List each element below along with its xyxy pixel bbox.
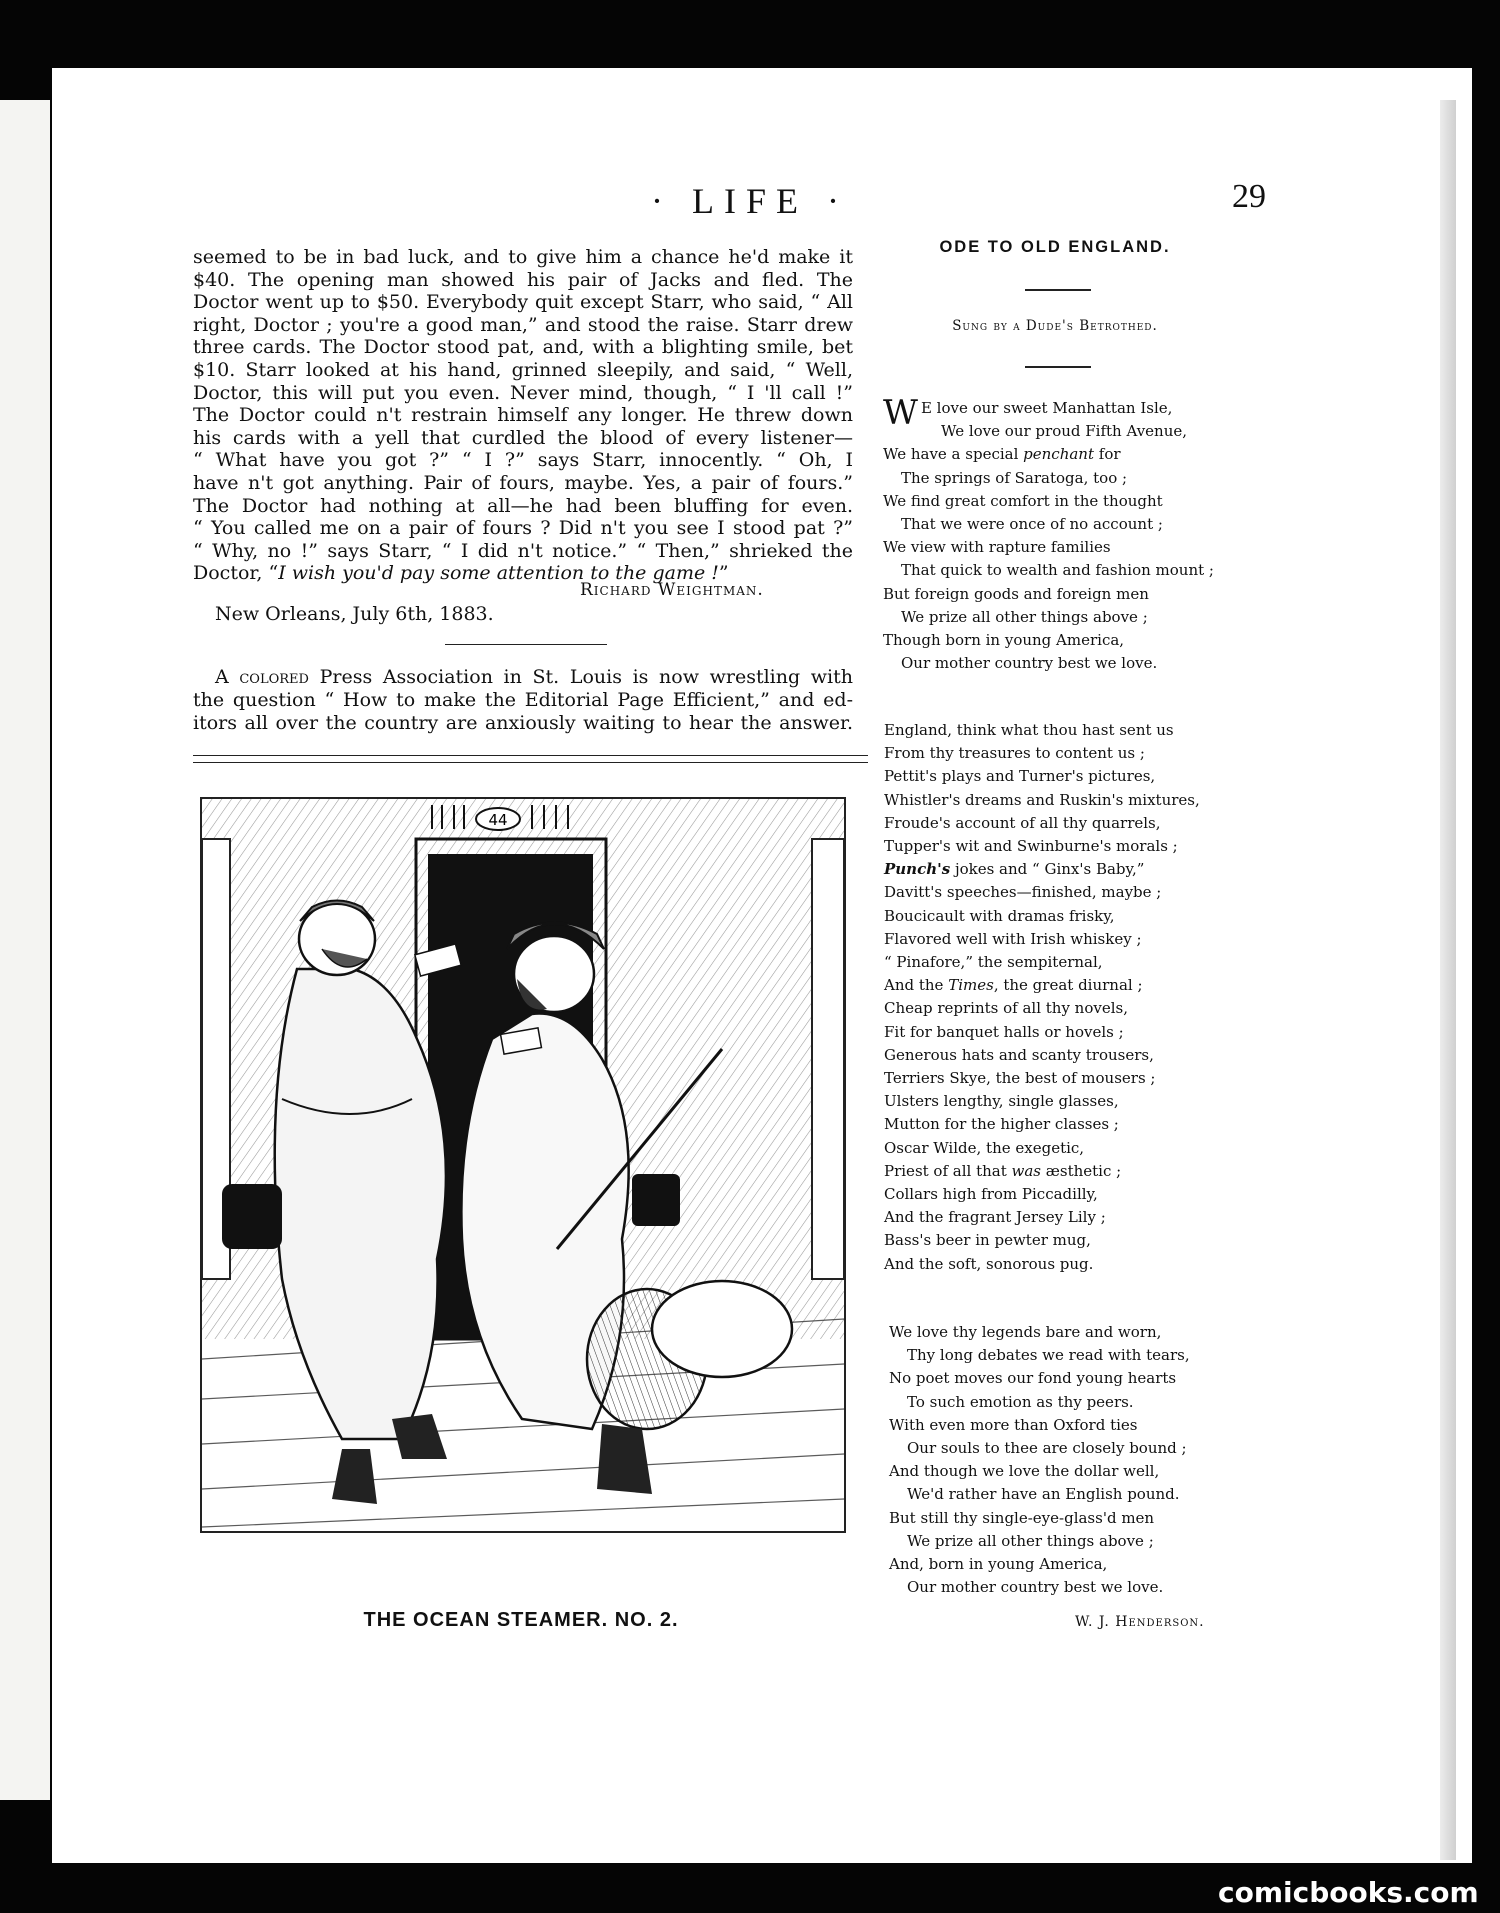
poem-line: Our souls to thee are closely bound ; — [907, 1439, 1187, 1458]
poem-line: That quick to wealth and fashion mount ; — [901, 561, 1214, 580]
poem-line: Generous hats and scanty trousers, — [884, 1045, 1154, 1064]
poem-line: Priest of all that was æsthetic ; — [884, 1161, 1122, 1180]
poem-line: And, born in young America, — [889, 1555, 1108, 1574]
poem-line: “ Pinafore,” the sempiternal, — [884, 953, 1103, 972]
poem-line: Collars high from Piccadilly, — [884, 1185, 1098, 1204]
facing-page-edge — [0, 100, 50, 1800]
poem-line: We prize all other things above ; — [907, 1531, 1154, 1550]
story-line: have n't got anything. Pair of fours, maybe. Yes, a pair of fours.” — [193, 471, 853, 494]
press-association-paragraph — [193, 666, 853, 735]
poem-line: We'd rather have an English pound. — [907, 1485, 1180, 1504]
stanza-lines — [884, 719, 1254, 858]
poem-line: Terriers Skye, the best of mousers ; — [884, 1069, 1156, 1088]
poem-line: And the fragrant Jersey Lily ; — [884, 1208, 1106, 1227]
paragraph-line: the question “ How to make the Editorial Page Efficient,” and ed- — [193, 689, 853, 711]
story-line: “ Why, no !” says Starr, “ I did n't notice.” “ Then,” shrieked the — [193, 539, 853, 562]
poem-line: Bass's beer in pewter mug, — [884, 1231, 1091, 1250]
story-text — [193, 246, 853, 585]
paragraph-line: A colored Press Association in St. Louis is now wrestling with — [215, 666, 853, 688]
poem-line: And the soft, sonorous pug. — [884, 1254, 1094, 1273]
poem-line: Boucicault with dramas frisky, — [884, 906, 1115, 925]
poem-stanza-1 — [883, 393, 1253, 675]
poem-line: From thy treasures to content us ; — [884, 744, 1145, 763]
poem-line: No poet moves our fond young hearts — [889, 1369, 1177, 1388]
poem-line: But still thy single-eye-glass'd men — [889, 1508, 1155, 1527]
poem-line: Tupper's wit and Swinburne's morals ; — [884, 837, 1178, 856]
poem-line: But foreign goods and foreign men — [883, 584, 1149, 603]
poem-line: Cheap reprints of all thy novels, — [884, 999, 1128, 1018]
poem-line: Though born in young America, — [883, 631, 1125, 650]
poem-line: Froude's account of all thy quarrels, — [884, 813, 1161, 832]
story-line: right, Doctor ; you're a good man,” and stood the raise. Starr drew — [193, 313, 853, 336]
stanza-lines — [884, 997, 1254, 1159]
cartoon-caption: THE OCEAN STEAMER. NO. 2. — [363, 1609, 679, 1631]
poem-line: W E love our sweet Manhattan Isle, — [883, 393, 1173, 433]
poem-line: Flavored well with Irish whiskey ; — [884, 929, 1142, 948]
poem-line: Davitt's speeches—finished, maybe ; — [884, 883, 1162, 902]
poem-line: We view with rapture families — [883, 538, 1111, 557]
story-line: Doctor, this will put you even. Never mind, though, “ I 'll call !” — [193, 381, 853, 404]
stanza-lines — [884, 1183, 1254, 1276]
title-rule — [1025, 289, 1091, 291]
poem-line: To such emotion as thy peers. — [907, 1392, 1134, 1411]
poem-line: And though we love the dollar well, — [889, 1462, 1160, 1481]
story-line: three cards. The Doctor stood pat, and, with a blighting smile, bet — [193, 336, 853, 359]
page-number: 29 — [1232, 178, 1266, 215]
poem-line: Oscar Wilde, the exegetic, — [884, 1138, 1085, 1157]
story-dateline: New Orleans, July 6th, 1883. — [215, 603, 494, 625]
drop-cap: W — [883, 393, 918, 433]
story-line: “ You called me on a pair of fours ? Did n't you see I stood pat ?” — [193, 517, 853, 540]
story-line: The Doctor could n't restrain himself any longer. He threw down — [193, 404, 853, 427]
stanza-lines — [883, 467, 1253, 676]
poem-author: W. J. Henderson. — [1075, 1614, 1205, 1630]
subtitle-rule — [1025, 366, 1091, 368]
poem-line: We find great comfort in the thought — [883, 491, 1163, 510]
running-title: · LIFE · — [651, 181, 849, 221]
poem-subtitle: Sung by a Dude's Betrothed. — [952, 318, 1158, 334]
stanza-lines — [884, 881, 1254, 974]
poem-title: ODE TO OLD ENGLAND. — [939, 238, 1171, 256]
paragraph-line: itors all over the country are anxiously waiting to hear the answer. — [193, 712, 853, 734]
poem-line: We have a special penchant for — [883, 445, 1121, 464]
poem-line: Pettit's plays and Turner's pictures, — [884, 767, 1156, 786]
poem-line: We prize all other things above ; — [901, 607, 1148, 626]
poem-line: That we were once of no account ; — [901, 515, 1163, 534]
poem-stanza-3 — [889, 1321, 1259, 1599]
ocean-steamer-cartoon — [200, 797, 846, 1533]
poem-line: England, think what thou hast sent us — [884, 721, 1174, 739]
story-line: $10. Starr looked at his hand, grinned sleepily, and said, “ Well, — [193, 358, 853, 381]
story-line: $40. The opening man showed his pair of Jacks and fled. The — [193, 268, 853, 291]
story-line: his cards with a yell that curdled the blood of every listener— — [193, 426, 853, 449]
poem-line: Mutton for the higher classes ; — [884, 1115, 1119, 1134]
poem-stanza-2 — [884, 719, 1254, 1276]
page-edge-shadow — [1440, 100, 1456, 1860]
double-rule-divider — [193, 755, 868, 763]
poem-line: Punch's jokes and “ Ginx's Baby,” — [884, 860, 1145, 879]
poem-line: We love our proud Fifth Avenue, — [941, 422, 1188, 441]
story-line: seemed to be in bad luck, and to give him a chance he'd make it — [193, 246, 853, 268]
story-line: The Doctor had nothing at all—he had been bluffing for even. — [193, 494, 853, 517]
poem-line: The springs of Saratoga, too ; — [901, 468, 1128, 487]
poem-line: Whistler's dreams and Ruskin's mixtures, — [884, 790, 1200, 809]
story-line: Doctor, “I wish you'd pay some attention to the game !” — [193, 562, 729, 585]
poem-line: We love thy legends bare and worn, — [889, 1323, 1162, 1341]
poem-line: With even more than Oxford ties — [889, 1415, 1138, 1434]
door-number: 44 — [488, 811, 508, 829]
poem-line: Thy long debates we read with tears, — [907, 1346, 1190, 1365]
story-line: “ What have you got ?” “ I ?” says Starr, innocently. “ Oh, I — [193, 449, 853, 472]
poem-line: And the Times, the great diurnal ; — [884, 976, 1143, 995]
poem-line: Our mother country best we love. — [907, 1578, 1164, 1597]
site-watermark: comicbooks.com — [1218, 1876, 1479, 1909]
story-line: Doctor went up to $50. Everybody quit except Starr, who said, “ All — [193, 291, 853, 314]
poem-line: Ulsters lengthy, single glasses, — [884, 1092, 1119, 1111]
cartoon-illustration — [202, 799, 844, 1531]
poem-line: Fit for banquet halls or hovels ; — [884, 1022, 1124, 1041]
section-rule — [445, 644, 607, 645]
story-signature: Richard Weightman. — [580, 580, 764, 600]
poem-line: Our mother country best we love. — [901, 654, 1158, 673]
